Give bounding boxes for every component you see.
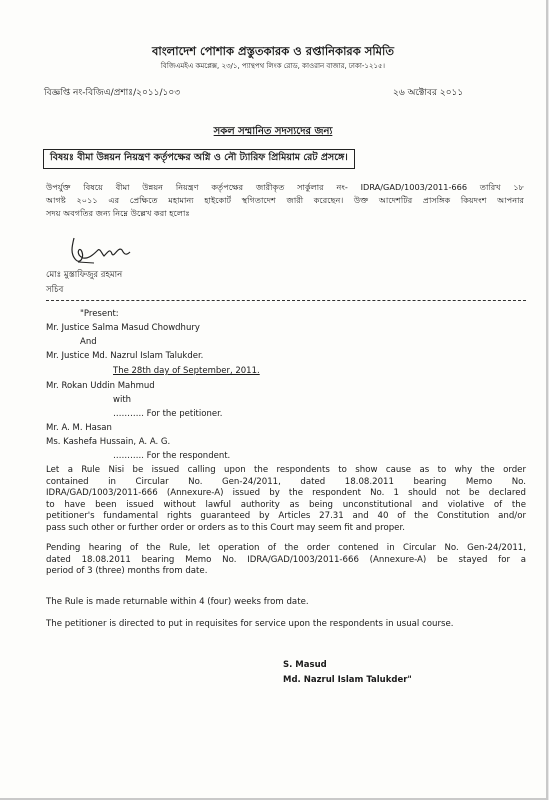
order-line: contained in Circular No. Gen-24/2011, dated 18.08.2011 bearing Memo No. (46, 476, 526, 487)
counsel-respondent-1: Mr. A. M. Hasan (46, 423, 112, 433)
signatory-title: সচিব (46, 285, 64, 295)
with-label: with (113, 395, 132, 405)
for-respondent: ……….. For the respondent. (113, 451, 231, 461)
judge-1: Mr. Justice Salma Masud Chowdhury (46, 323, 200, 333)
letterhead-organization: বাংলাদেশ পোশাক প্রস্তুতকারক ও রপ্তানিকারক সমিতি (152, 44, 394, 58)
handwritten-signature (64, 232, 136, 272)
judge-2: Mr. Justice Md. Nazrul Islam Talukder. (46, 351, 204, 361)
dashed-divider (46, 300, 526, 301)
letter-date: ২৬ অক্টোবর ২০১১ (393, 88, 464, 98)
intro-line: সদয় অবগতির জন্য নিম্নে উল্লেখ করা হলোঃ (46, 208, 190, 218)
intro-line: আগষ্ট ২০১১ এর প্রেক্ষিতে মহামান্য হাইকোর্ট স্থগিতাদেশ জারী করেছেন। উক্ত আদেশটির প্রাসঙ্গিক কিয়দংশ আপনার (46, 195, 524, 205)
order-paragraph-3: The Rule is made returnable within 4 (four) weeks from date. (46, 597, 309, 607)
counsel-respondent-2: Ms. Kashefa Hussain, A. A. G. (46, 437, 171, 447)
signature-name-1: S. Masud (283, 660, 327, 670)
signatory-name: মোঃ মুস্তাফিজুর রহমান (46, 270, 123, 280)
order-line: dated 18.08.2011 bearing Memo No. IDRA/GAD/1003/2011-666 (Annexure-A) be stayed for a (46, 554, 526, 565)
order-line: IDRA/GAD/1003/2011-666 (Annexure-A) issued by the respondent No. 1 should not be declared (46, 488, 526, 499)
order-line: to have been issued without lawful authority as being unconstitutional and violative of the (46, 499, 526, 510)
for-petitioner: ……….. For the petitioner. (113, 409, 223, 419)
order-paragraph-2 (46, 543, 526, 578)
order-line: Pending hearing of the Rule, let operation of the order contened in Circular No. Gen-24/2011, (46, 543, 526, 553)
order-line: Let a Rule Nisi be issued calling upon the respondents to show cause as to why the order (46, 465, 526, 475)
and-label: And (80, 337, 97, 347)
letterhead-address: বিজিএমইএ কমপ্লেক্স, ২৩/১, প্যান্থপথ লিংক রোড, কাওরান বাজার, ঢাকা-১২১৫। (160, 62, 386, 70)
counsel-petitioner: Mr. Rokan Uddin Mahmud (46, 381, 155, 391)
order-line: pass such other or further order or orders as to this Court may seem fit and proper. (46, 522, 405, 533)
reference-number: বিজ্ঞপ্তি নং-বিজিএ/প্রশাঃ/২০১১/১০৩ (44, 88, 181, 98)
recipient-line: সকল সম্মানিত সদস্যদের জন্য (213, 126, 333, 137)
intro-line: উপর্যুক্ত বিষয়ে বীমা উন্নয়ন নিয়ন্ত্রণ কর্তৃপক্ষের জারীকৃত সার্কুলার নং- IDRA/GAD/1003/2011-666 তারিখ ১৮ (46, 182, 524, 192)
order-line: period of 3 (three) months from date. (46, 566, 208, 577)
subject-box: বিষয়ঃ বীমা উন্নয়ন নিয়ন্ত্রণ কর্তৃপক্ষের অগ্নি ও নৌ ট্যারিফ প্রিমিয়াম রেট প্রসঙ্গে। (43, 149, 355, 169)
signature-name-2: Md. Nazrul Islam Talukder" (283, 675, 412, 685)
order-paragraph-4: The petitioner is directed to put in requisites for service upon the respondents in usual course. (46, 619, 454, 629)
intro-paragraph (46, 181, 524, 220)
order-line: petitioner's fundamental rights guaranteed by Articles 27.31 and 40 of the Constitution and/or (46, 511, 526, 522)
order-date: The 28th day of September, 2011. (113, 366, 260, 376)
order-paragraph-1 (46, 465, 526, 535)
present-label: "Present: (80, 309, 119, 319)
